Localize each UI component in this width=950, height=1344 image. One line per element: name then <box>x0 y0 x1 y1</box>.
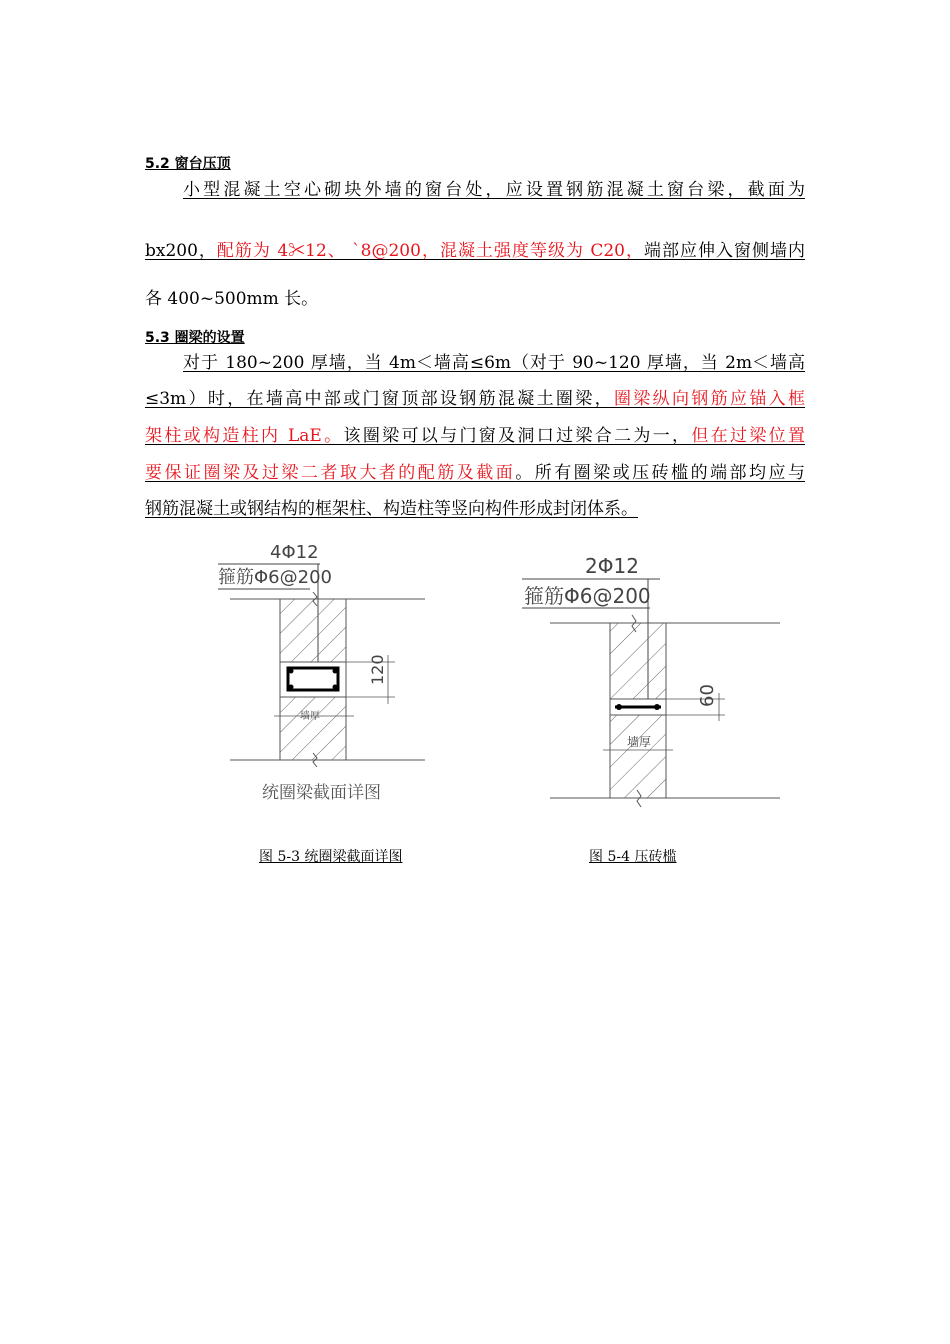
figure-5-3-stirrup-label: 箍筋Φ6@200 <box>218 567 332 588</box>
section-5-2-line-3: 各 400~500mm 长。 <box>145 289 319 309</box>
figure-5-4-rebar-label: 2Φ12 <box>585 554 639 578</box>
figure-5-4-drawing <box>515 545 785 810</box>
figure-5-3-drawing <box>200 535 430 815</box>
wall-hatch-lower <box>610 715 666 798</box>
section-5-2-line-1: 小型混凝土空心砌块外墙的窗台处，应设置钢筋混凝土窗台梁，截面为 <box>183 180 805 200</box>
section-5-3-line-2-a: ≤3m）时，在墙高中部或门窗顶部设钢筋混凝土圈梁， <box>145 389 614 409</box>
section-5-3-line-3 <box>145 425 805 447</box>
figure-5-4-dim-label: 60 <box>697 684 718 707</box>
figure-5-3-dim-label: 120 <box>368 654 387 685</box>
section-5-2-line-2 <box>145 240 805 262</box>
figure-5-4-caption: 图 5-4 压砖槛 <box>589 849 677 865</box>
section-5-3-line-5: 钢筋混凝土或钢结构的框架柱、构造柱等竖向构件形成封闭体系。 <box>145 499 638 519</box>
figure-5-3-inner-title: 统圈梁截面详图 <box>262 783 381 803</box>
section-5-3-line-3-red-b: 但在过梁位置 <box>691 426 806 446</box>
section-5-3-line-3-red: 架柱或构造柱内 LaE。 <box>145 426 344 446</box>
wall-hatch-upper <box>610 623 666 699</box>
figure-5-3-caption: 图 5-3 统圈梁截面详图 <box>259 849 403 865</box>
section-5-2-line-2-a: bx200， <box>145 241 217 261</box>
section-5-3-line-3-a: 该圈梁可以与门窗及洞口过梁合二为一， <box>343 426 692 446</box>
wall-hatch-lower <box>280 697 346 760</box>
wall-hatch-upper <box>280 599 346 662</box>
figure-5-3-wall-label: 墙厚 <box>300 711 320 722</box>
figure-5-3-rebar-label: 4Φ12 <box>270 542 319 563</box>
section-5-3-line-4-red: 要保证圈梁及过梁二者取大者的配筋及截面 <box>145 463 516 483</box>
section-5-2-heading: 5.2 窗台压顶 <box>145 156 231 172</box>
section-5-3-line-1: 对于 180~200 厚墙，当 4m＜墙高≤6m（对于 90~120 厚墙，当 2m＜墙高 <box>183 353 805 373</box>
section-5-3-line-2 <box>145 388 805 410</box>
section-5-3-line-2-red: 圈梁纵向钢筋应锚入框 <box>613 389 805 409</box>
section-5-3-line-4-a: 。所有圈梁或压砖槛的端部均应与 <box>515 463 806 483</box>
section-5-2-line-2-red: 配筋为 4✂12、 `8@200，混凝土强度等级为 C20， <box>216 241 644 261</box>
section-5-2-line-2-b: 端部应伸入窗侧墙内 <box>644 241 806 261</box>
section-5-3-heading: 5.3 圈梁的设置 <box>145 330 245 346</box>
figure-5-4-stirrup-label: 箍筋Φ6@200 <box>524 584 651 608</box>
section-5-3-line-4 <box>145 462 805 484</box>
figure-5-4-wall-label: 墙厚 <box>627 735 652 749</box>
